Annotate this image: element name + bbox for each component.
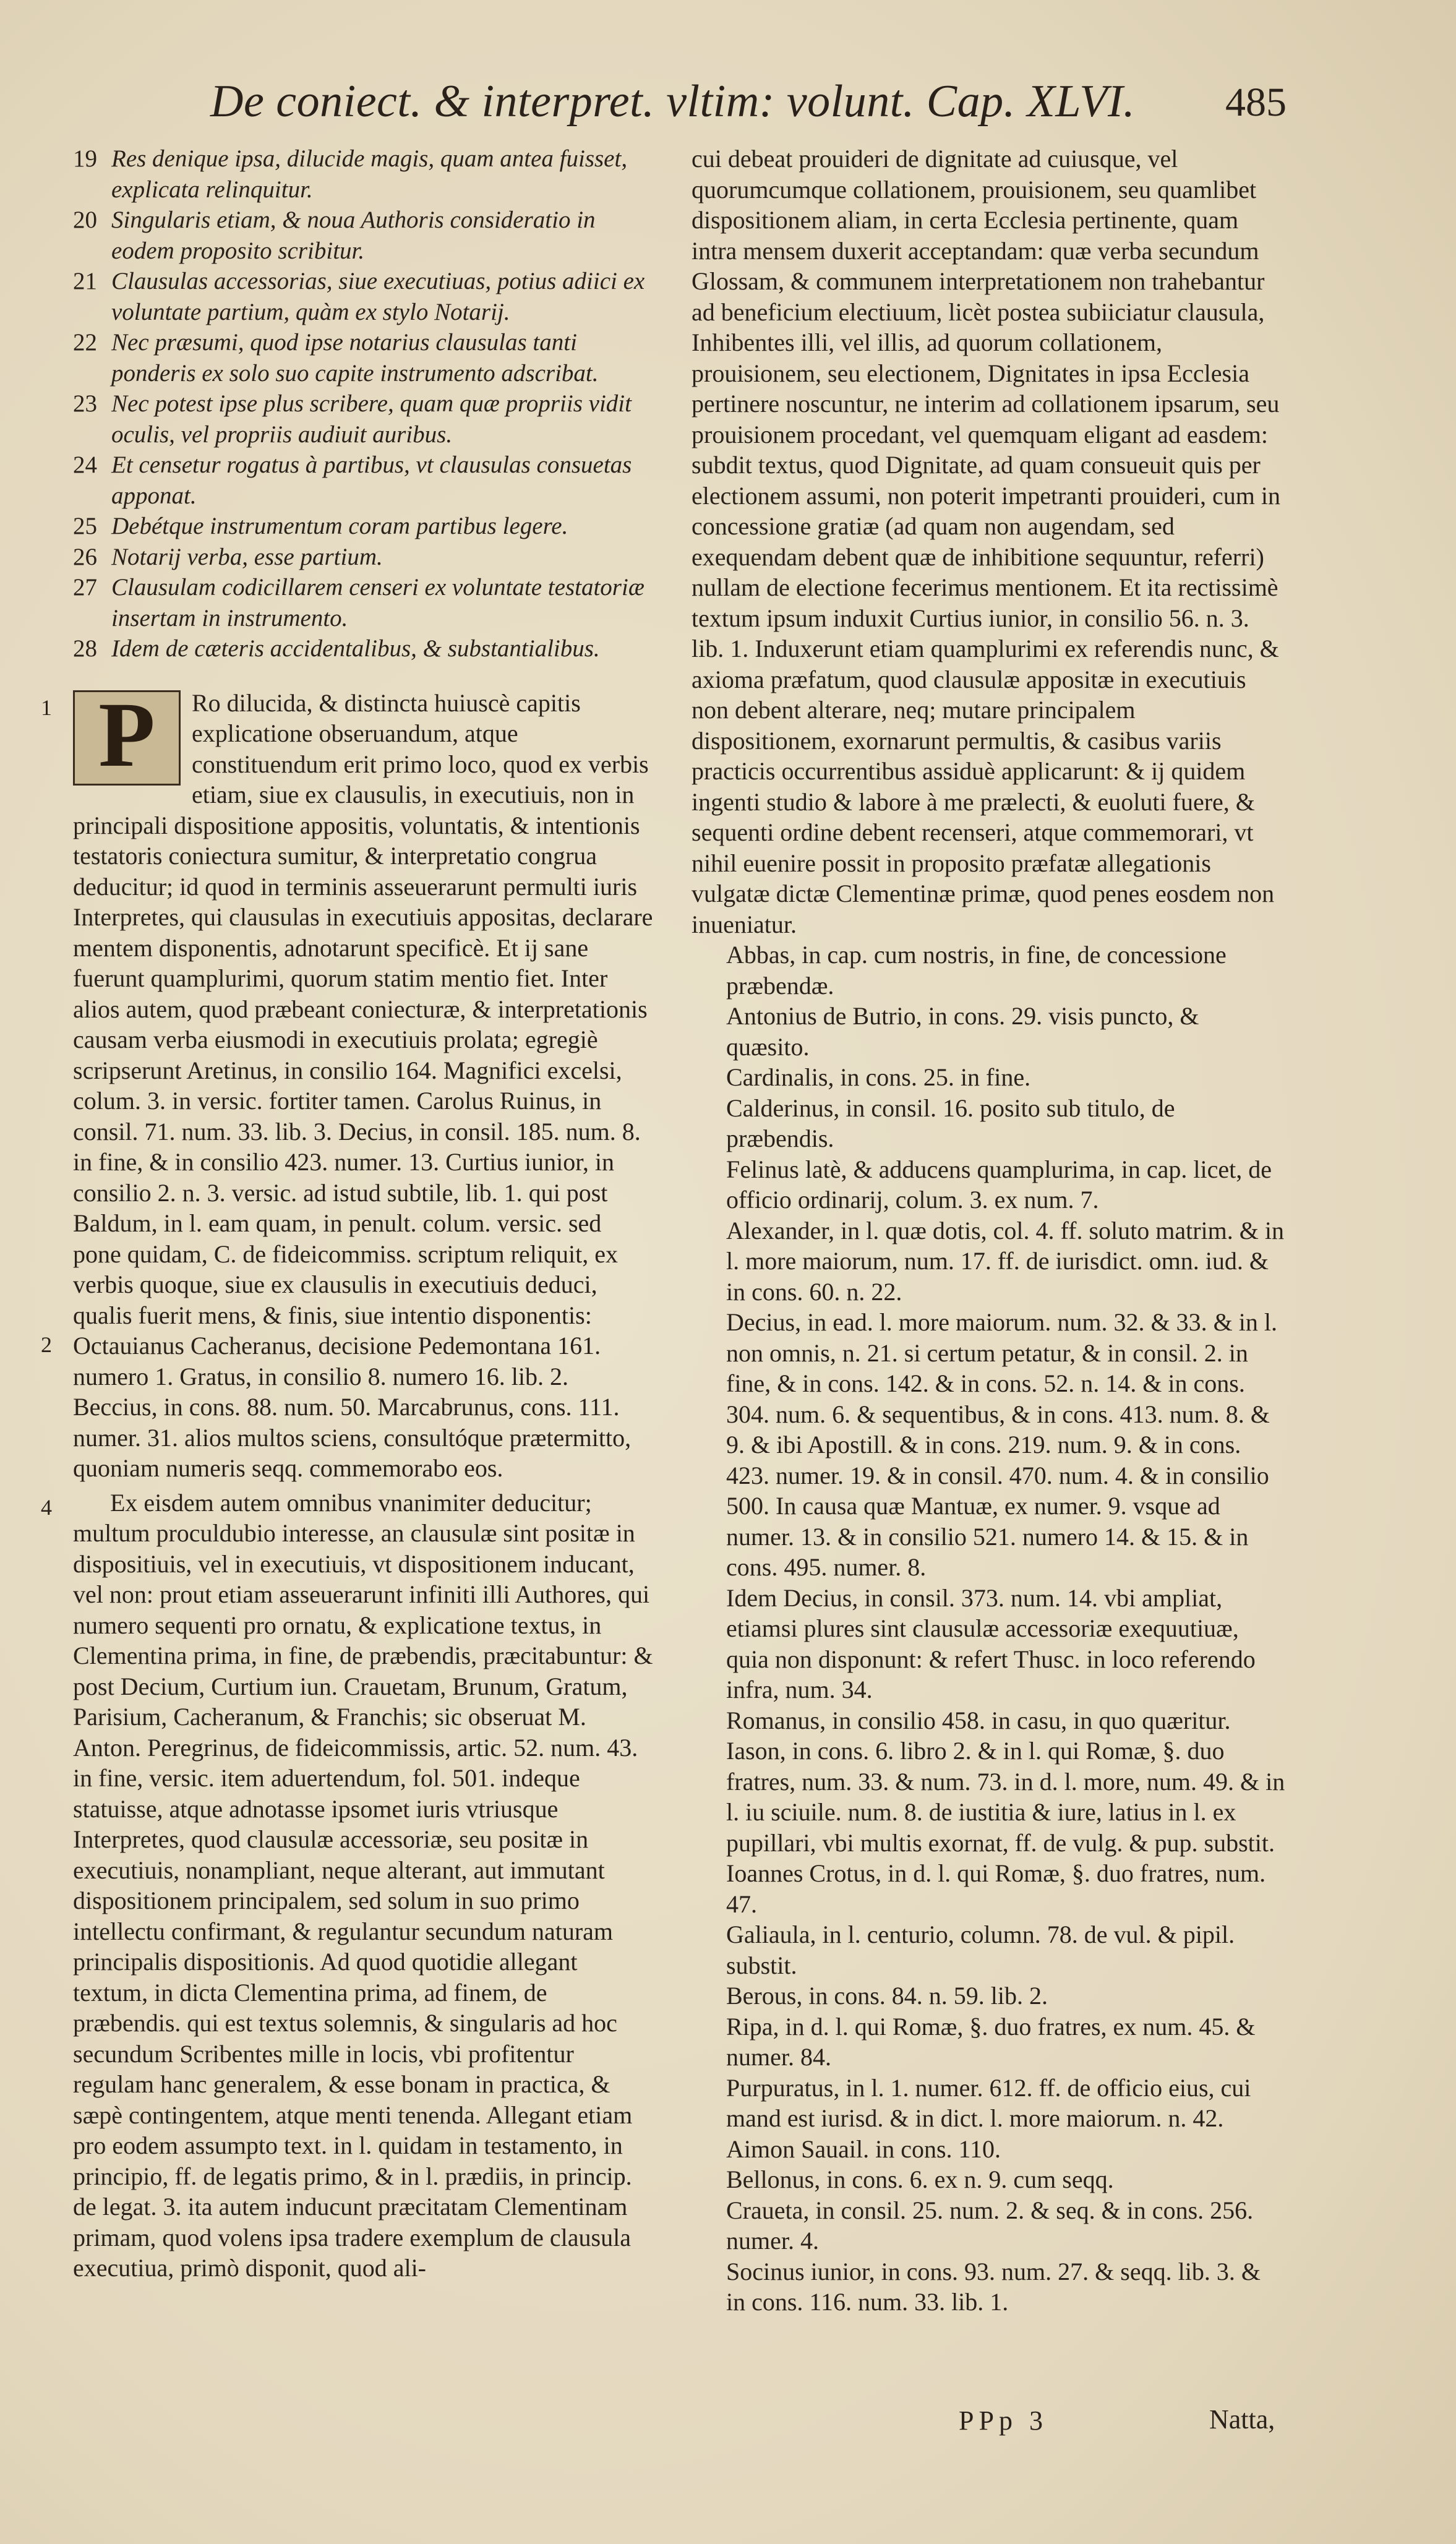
citation-item: Idem Decius, in consil. 373. num. 14. vbi ampliat, etiamsi plures sint clausulæ accessoriæ exequutiuæ, quia non disponunt: & refert Thusc. in loco referendo infra, num. 34. [726,1583,1256,1703]
citation-item: Craueta, in consil. 25. num. 2. & seq. & in cons. 256. numer. 4. [726,2196,1254,2255]
citation-item: Ioannes Crotus, in d. l. qui Romæ, §. duo fratres, num. 47. [726,1859,1266,1918]
summary-item: 22 Nec præsumi, quod ipse notarius clausulas tanti ponderis ex solo suo capite instrumento adscribat. [73,329,599,387]
left-column [41,143,654,2284]
page-number: 485 [1225,80,1287,125]
right-column [692,143,1285,2318]
citation-item: Alexander, in l. quæ dotis, col. 4. ff. soluto matrim. & in l. more maiorum, num. 17. ff. de iurisdict. omn. iud. & in cons. 60. n. 22. [726,1216,1285,1306]
citation-item: Abbas, in cap. cum nostris, in fine, de concessione præbendæ. [726,941,1227,1000]
running-header [210,75,1287,143]
margin-number: 1 [41,695,52,720]
citation-item: Decius, in ead. l. more maiorum. num. 32. & 33. & in l. non omnis, n. 21. si certum petatur, & in consil. 2. in fine, & in cons. 142. & in cons. 52. n. 14. & in cons. 304. num. 6. & sequentibus, & in cons. 413. num. 8. & 9. & ibi Apostill. & in cons. 219. num. 9. & in cons. 423. numer. 19. & in consil. 470. num. 4. & in consilio 500. In causa quæ Mantuæ, ex numer. 9. vsque ad numer. 13. & in consilio 521. numero 14. & 15. & in cons. 495. numer. 8. [726,1308,1277,1581]
citation-item: Aimon Sauail. in cons. 110. [726,2135,1001,2163]
citation-item: Berous, in cons. 84. n. 59. lib. 2. [726,1982,1048,2010]
body-text: cui debeat prouideri de dignitate ad cuiusque, vel quorumcumque collationem, prouisionem, seu quamlibet dispositionem aliam, in certa Ecclesia pertinente, quam intra mensem duxerit acceptandam: quæ verba secundum Glossam, & communem interpretationem non trahebantur ad beneficium electiuum, licèt postea subiiciatur clausula, Inhibentes illi, vel illis, ad quorum collationem, prouisionem, seu electionem, Dignitates in ipsa Ecclesia pertinere noscuntur, ne interim ad collationem ipsarum, seu prouisionem procedant, vel quemquam eligant ad easdem: subdit textus, quod Dignitate, ad quam consueuit quis per electionem assumi, non poterit impetranti prouideri, cum in concessione gratiæ (ad quam non augendam, sed exequendam debent quæ de inhibitione sequuntur, referri) nullam de electione fecerimus mentionem. Et ita rectissimè textum ipsum induxit Curtius iunior, in consilio 56. n. 3. lib. 1. Induxerunt etiam quamplurimi ex referendis nunc, & axioma præfatum, quod clausulæ appositæ in executiuis non debent alterare, neq; mutare principalem dispositionem, exornarunt permultis, & casibus variis practicis occurrentibus assiduè applicarunt: & ij quidem ingenti studio & labore à me prælecti, & euoluti fuere, & sequenti ordine debent recenseri, atque commemorari, vt nihil euenire possit in proposito præfatæ allegationis vulgatæ dictæ Clementinæ primæ, quod penes eosdem non inueniatur. [692,145,1280,938]
summary-item: 25 Debétque instrumentum coram partibus legere. [73,513,568,539]
summary-item: 26 Notarij verba, esse partium. [73,543,383,570]
citation-item: Cardinalis, in cons. 25. in fine. [726,1063,1031,1091]
citation-item: Socinus iunior, in cons. 93. num. 27. & seqq. lib. 3. & in cons. 116. num. 33. lib. 1. [726,2257,1261,2316]
citation-item: Galiaula, in l. centurio, column. 78. de vul. & pipil. substit. [726,1921,1235,1979]
decorated-initial: P [73,690,181,786]
body-text: Ro dilucida, & distincta huiuscè capitis explicatione obseruandum, atque constituendum erit primo loco, quod ex verbis etiam, siue ex clausulis, in executiuis, non in principali dispositione appositis, voluntatis, & intentionis testatoris coniectura sumitur, & interpretatio congrua deducitur; id quod in terminis asseuerarunt permulti iuris Interpretes, qui clausulas in executiuis appositas, declarare mentem disponentis, adnotarunt specificè. Et ij sane fuerunt quamplurimi, quorum statim mentio fiet. Inter alios autem, quod præbeant coniecturæ, & interpretationis causam verba eiusmodi in executiuis prolata; egregiè scripserunt Aretinus, in consilio 164. Magnifici excelsi, colum. 3. in versic. fortiter tamen. Carolus Ruinus, in consil. 71. num. 33. lib. 3. Decius, in consil. 185. num. 8. in fine, & in consilio 423. numer. 13. Curtius iunior, in consilio 2. n. 3. versic. ad istud subtile, lib. 1. qui post Baldum, in l. eam quam, in penult. colum. versic. sed pone quidam, C. de fideicommiss. scriptum reliquit, ex verbis quoque, siue ex clausulis in executiuis deduci, qualis fuerit mens, & finis, siue intentio disponentis: Octauianus Cacheranus, decisione Pedemontana 161. numero 1. Gratus, in consilio 8. numero 16. lib. 2. Beccius, in cons. 88. num. 50. Marcabrunus, cons. 111. numer. 31. alios multos sciens, consultóque prætermitto, quoniam numeris seqq. commemorabo eos. [73,688,653,1482]
summary-item: 21 Clausulas accessorias, siue executiuas, potius adiici ex voluntate partium, quàm ex stylo Notarij. [73,268,645,325]
citation-item: Felinus latè, & adducens quamplurima, in cap. licet, de officio ordinarij, colum. 3. ex num. 7. [726,1155,1272,1214]
page-title: De coniect. & interpret. vltim: volunt. Cap. XLVI. [210,76,1136,127]
summary-item: 24 Et censetur rogatus à partibus, vt clausulas consuetas apponat. [73,452,632,509]
signature-mark: PPp 3 [959,2405,1048,2436]
paragraph-2 [41,1332,654,2284]
citation-item: Bellonus, in cons. 6. ex n. 9. cum seqq. [726,2165,1114,2193]
summary-item: 19 Res denique ipsa, dilucide magis, quam antea fuisset, explicata relinquitur. [73,145,628,203]
citation-item: Ripa, in d. l. qui Romæ, §. duo fratres, ex num. 45. & numer. 84. [726,2012,1256,2071]
summary-item: 20 Singularis etiam, & noua Authoris consideratio in eodem proposito scribitur. [73,207,596,264]
summary-list [73,143,654,664]
catchword: Natta, [1209,2404,1275,2435]
citation-item: Iason, in cons. 6. libro 2. & in l. qui Romæ, §. duo fratres, num. 33. & num. 73. in d. l. more, num. 49. & in l. iu sciuile. num. 8. de iustitia & iure, latius in l. ex pupillari, vbi multis exornat, ff. de vulg. & pup. substit. [726,1737,1285,1857]
citation-list [692,940,1285,2318]
citation-item: Antonius de Butrio, in cons. 29. visis puncto, & quæsito. [726,1002,1199,1061]
citation-item: Calderinus, in consil. 16. posito sub titulo, de præbendis. [726,1094,1175,1152]
margin-number: 2 [41,1332,52,1357]
citation-item: Purpuratus, in l. 1. numer. 612. ff. de officio eius, cui mand est iurisd. & in dict. l. more maiorum. n. 42. [726,2073,1251,2132]
summary-item: 27 Clausulam codicillarem censeri ex voluntate testatoriæ insertam in instrumento. [73,574,644,632]
paragraph-1 [41,683,654,1484]
citation-item: Romanus, in consilio 458. in casu, in quo quæritur. [726,1706,1231,1734]
summary-item: 28 Idem de cæteris accidentalibus, & substantialibus. [73,635,600,662]
margin-number: 4 [41,1494,52,1520]
body-text: Ex eisdem autem omnibus vnanimiter deducitur; multum proculdubio interesse, an clausulæ sint positæ in dispositiuis, vel in executiuis, vt dispositionem inducant, vel non: prout etiam asseuerarunt infiniti illi Authores, qui numero sequenti pro ornatu, & explicatione textus, in Clementina prima, in fine, de præbendis, præcitabuntur: & post Decium, Curtium iun. Crauetam, Brunum, Gratum, Parisium, Cacheranum, & Franchis; sic obseruat M. Anton. Peregrinus, de fideicommissis, artic. 52. num. 43. in fine, versic. item aduertendum, fol. 501. indeque statuisse, atque adnotasse ipsomet iuris vtriusque Interpretes, quod clausulæ accessoriæ, seu positæ in executiuis, nonampliant, neque alterant, aut immutant dispositionem principalem, sed solum in suo primo intellectu confirmant, & regulantur secundum naturam principalis dispositionis. Ad quod quotidie allegant textum, in dicta Clementina prima, ad finem, de præbendis. qui est textus solemnis, & singularis ad hoc secundum Scribentes mille in locis, vbi profitentur regulam hanc generalem, & esse bonam in practica, & sæpè contingentem, atque menti tenenda. Allegant etiam pro eodem assumpto text. in l. quidam in testamento, in principio, ff. de legatis primo, & in l. prædiis, in princip. de legat. 3. ita autem inducunt præcitatam Clementinam primam, quod volens ipsa tradere exemplum de clausula executiua, primò disponit, quod ali- [73,1488,653,2282]
summary-item: 23 Nec potest ipse plus scribere, quam quæ propriis vidit oculis, vel propriis audiuit auribus. [73,390,632,448]
